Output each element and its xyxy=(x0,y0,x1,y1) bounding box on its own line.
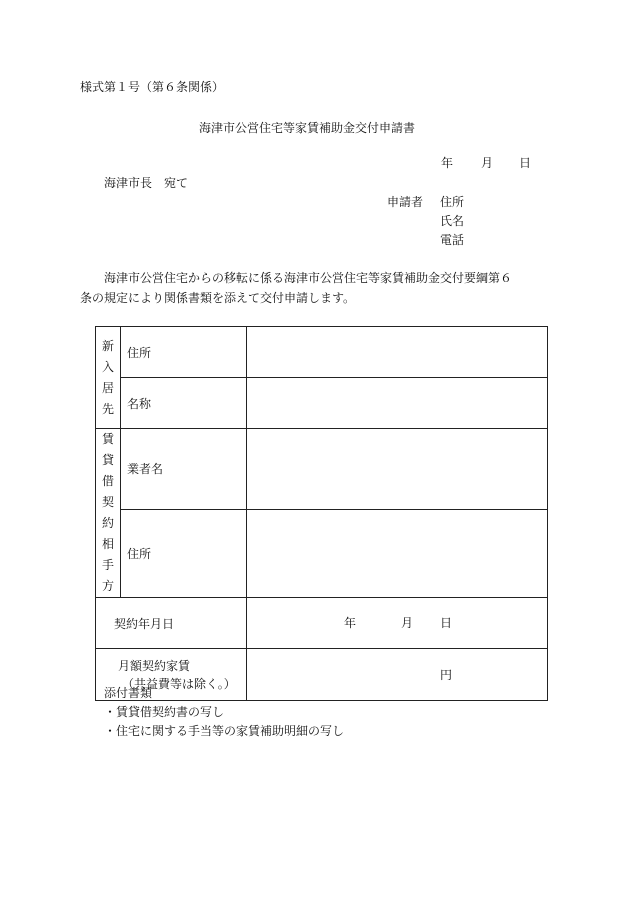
date-month-label: 月 xyxy=(481,156,494,170)
new-residence-address-field[interactable] xyxy=(247,327,548,378)
contract-date-month: 月 xyxy=(401,616,414,630)
body-text-line-2: 条の規定により関係書類を添えて交付申請します。 xyxy=(80,291,356,305)
addressee: 海津市長 宛て xyxy=(104,176,189,190)
new-residence-group-label: 新 入 居 先 xyxy=(96,327,121,429)
monthly-rent-label-line-1: 月額契約家賃 xyxy=(118,658,191,673)
lease-party-address-label: 住所 xyxy=(121,509,247,597)
contract-date-label: 契約年月日 xyxy=(96,598,247,649)
new-residence-name-label: 名称 xyxy=(121,378,247,429)
applicant-label: 申請者 xyxy=(387,195,424,209)
lease-party-address-field[interactable] xyxy=(247,509,548,597)
table-row xyxy=(96,429,548,510)
contract-date-day: 日 xyxy=(440,616,453,630)
body-text-line-1: 海津市公営住宅からの移転に係る海津市公営住宅等家賃補助金交付要綱第６ xyxy=(104,271,513,285)
table-row xyxy=(96,327,548,378)
new-residence-address-label: 住所 xyxy=(121,327,247,378)
lease-party-company-field[interactable] xyxy=(247,429,548,510)
date-year-label: 年 xyxy=(441,156,454,170)
application-table xyxy=(95,326,548,701)
applicant-phone-label: 電話 xyxy=(440,233,465,247)
form-number: 様式第１号（第６条関係） xyxy=(80,80,225,94)
monthly-rent-unit: 円 xyxy=(440,667,453,682)
monthly-rent-label-line-2: （共益費等は除く。） xyxy=(122,676,236,691)
monthly-rent-field[interactable] xyxy=(247,649,548,701)
new-residence-name-field[interactable] xyxy=(247,378,548,429)
contract-date-field[interactable] xyxy=(247,598,548,649)
contract-date-year: 年 xyxy=(344,616,357,630)
applicant-address-label: 住所 xyxy=(440,195,465,209)
applicant-name-label: 氏名 xyxy=(440,214,465,228)
document-title: 海津市公営住宅等家賃補助金交付申請書 xyxy=(199,121,416,135)
table-row xyxy=(96,649,548,701)
table-row xyxy=(96,378,548,429)
table-row xyxy=(96,509,548,597)
attachment-item: ・賃貸借契約書の写し xyxy=(104,705,225,719)
date-day-label: 日 xyxy=(519,156,532,170)
lease-party-group-label: 賃 貸 借 契 約 相 手 方 xyxy=(96,429,121,598)
table-row xyxy=(96,598,548,649)
attachment-item: ・住宅に関する手当等の家賃補助明細の写し xyxy=(104,724,345,738)
attachments-heading: 添付書類 xyxy=(104,686,153,700)
lease-party-company-label: 業者名 xyxy=(121,429,247,510)
